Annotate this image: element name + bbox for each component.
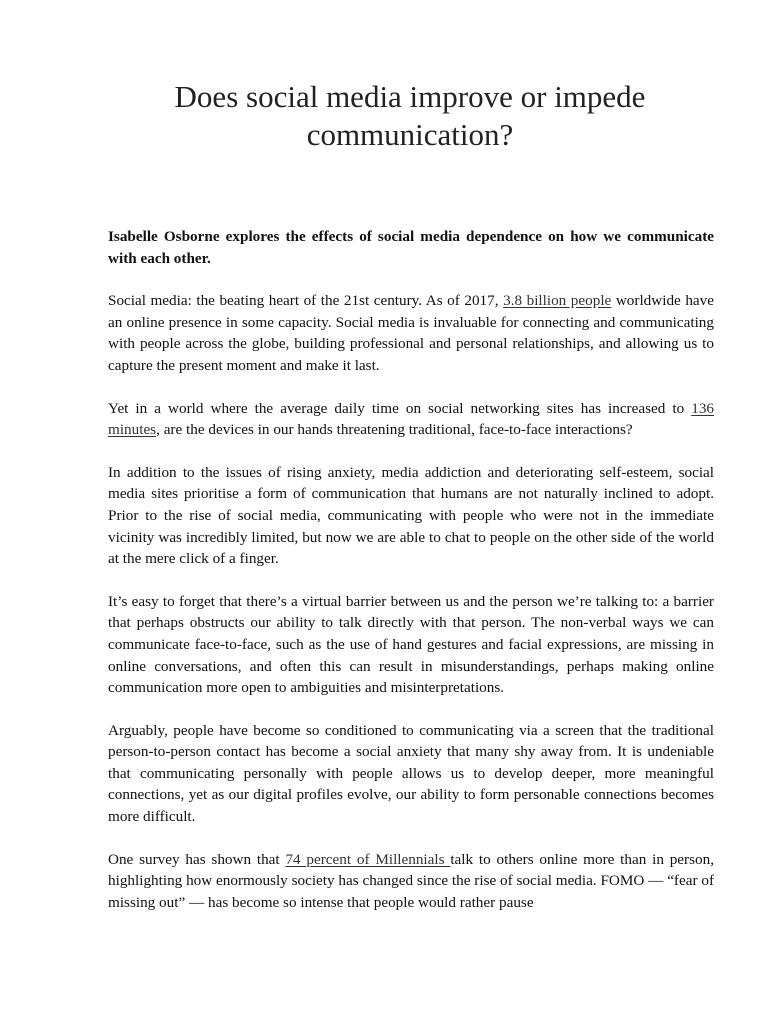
link-3-8-billion-people[interactable]: 3.8 billion people <box>503 292 612 310</box>
paragraph-2 <box>108 398 714 441</box>
paragraph-2-text-b: , are the devices in our hands threatening traditional, face-to-face interactions? <box>156 421 633 439</box>
link-74-percent-of-millennials[interactable]: 74 percent of Millennials <box>285 850 451 868</box>
paragraph-1-text-a: Social media: the beating heart of the 21st century. As of 2017, <box>108 292 504 310</box>
article-body <box>108 226 714 934</box>
paragraph-6-text-a: One survey has shown that <box>108 850 286 868</box>
paragraph-1-text-b: worldwide have an online presence in some capacity. Social media is invaluable for connecting and communicating with people across the globe, building professional and personal relationships, and allowing us to capture the present moment and make it last. <box>108 292 714 374</box>
paragraph-6-text-b: talk to others online more than in person, highlighting how enormously society has changed since the rise of social media. FOMO — “fear of missing out” — has become so intense that people would rather pause <box>108 850 714 911</box>
link-136-minutes[interactable]: 136 minutes <box>108 399 714 439</box>
paragraph-6 <box>108 849 714 914</box>
article-lede: Isabelle Osborne explores the effects of social media dependence on how we communicate with each other. <box>108 228 714 267</box>
article-title: Does social media improve or impede communication? <box>174 79 646 152</box>
paragraph-5: Arguably, people have become so conditioned to communicating via a screen that the traditional person-to-person contact has become a social anxiety that many shy away from. It is undeniable that communicating personally with people allows us to develop deeper, more meaningful connections, yet as our digital profiles evolve, our ability to form personable connections becomes more difficult. <box>108 721 714 826</box>
paragraph-4: It’s easy to forget that there’s a virtual barrier between us and the person we’re talking to: a barrier that perhaps obstructs our ability to talk directly with that person. The non-verbal ways we can communicate face-to-face, such as the use of hand gestures and facial expressions, are missing in online conversations, and often this can result in misunderstandings, perhaps making online communication more open to ambiguities and misinterpretations. <box>108 592 714 697</box>
paragraph-1 <box>108 290 714 376</box>
paragraph-2-text-a: Yet in a world where the average daily time on social networking sites has increased to <box>108 399 692 417</box>
paragraph-3: In addition to the issues of rising anxiety, media addiction and deteriorating self-esteem, social media sites prioritise a form of communication that humans are not naturally inclined to adopt. Prior to the rise of social media, communicating with people who were not in the immediate vicinity was incredibly limited, but now we are able to chat to people on the other side of the world at the mere click of a finger. <box>108 463 714 568</box>
